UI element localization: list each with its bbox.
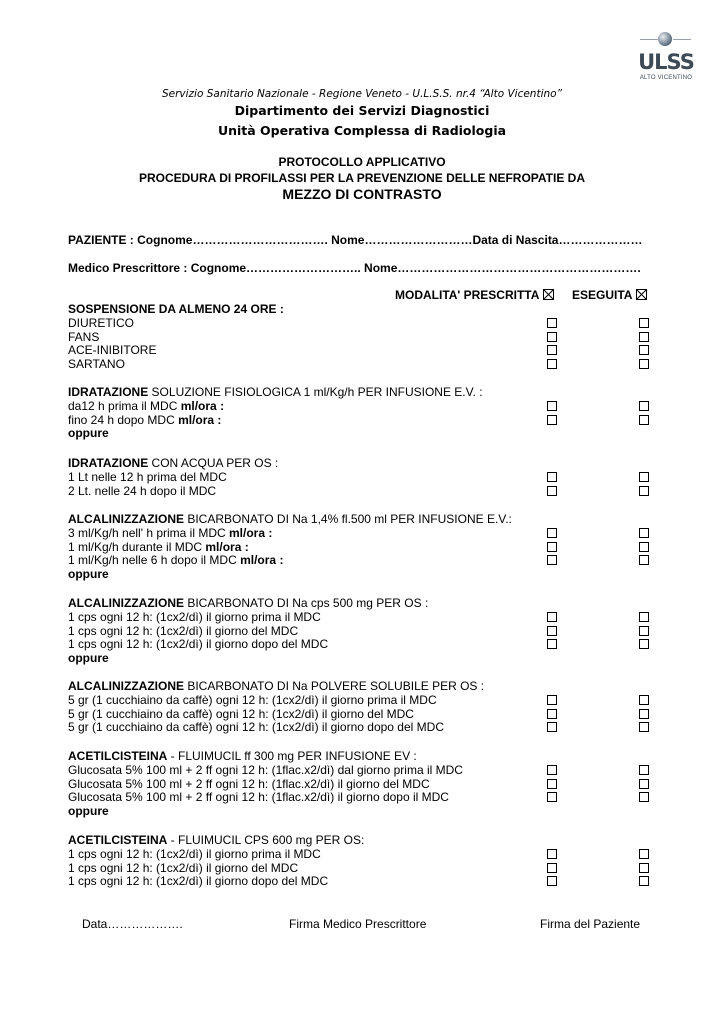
protocol-item-label xyxy=(68,316,134,330)
eseguita-checkbox[interactable] xyxy=(639,332,649,342)
ulss-logo xyxy=(636,30,696,92)
protocol-item-label xyxy=(68,399,224,413)
prescritta-checkbox[interactable] xyxy=(547,722,557,732)
protocol-item-unit: ml/ora : xyxy=(229,525,273,540)
section-heading-detail: BICARBONATO DI Na cps 500 mg PER OS : xyxy=(184,596,429,610)
protocol-item-text: Glucosata 5% 100 ml + 2 ff ogni 12 h: (1flac.x2/dì) il giorno del MDC xyxy=(68,776,430,791)
checked-box-icon xyxy=(636,289,647,300)
prescritta-checkbox[interactable] xyxy=(547,849,557,859)
title-procedure: PROCEDURA DI PROFILASSI PER LA PREVENZIONE DELLE NEFROPATIE DA xyxy=(138,171,586,185)
prescritta-checkbox[interactable] xyxy=(547,863,557,873)
prescritta-checkbox[interactable] xyxy=(547,542,557,552)
section-heading-detail: SOLUZIONE FISIOLOGICA 1 ml/Kg/h PER INFUSIONE E.V. : xyxy=(148,385,483,399)
eseguita-checkbox[interactable] xyxy=(639,415,649,425)
column-label-eseguita: ESEGUITA xyxy=(572,288,633,302)
title-protocol: PROTOCOLLO APPLICATIVO xyxy=(278,155,446,169)
section-heading xyxy=(68,679,484,693)
prescritta-checkbox[interactable] xyxy=(547,626,557,636)
protocol-item-text: 1 ml/Kg/h durante il MDC xyxy=(68,539,206,554)
protocol-item-label xyxy=(68,484,216,498)
prescritta-checkbox[interactable] xyxy=(547,401,557,411)
section-heading-detail: - FLUIMUCIL CPS 600 mg PER OS: xyxy=(167,833,365,847)
protocol-item-label xyxy=(68,470,227,484)
protocol-item-text: 1 cps ogni 12 h: (1cx2/dì) il giorno dopo del MDC xyxy=(68,637,329,652)
protocol-item-label xyxy=(68,526,272,540)
eseguita-checkbox[interactable] xyxy=(639,722,649,732)
doctor-signature-label: Firma Medico Prescrittore xyxy=(289,917,427,931)
prescritta-checkbox[interactable] xyxy=(547,486,557,496)
prescritta-checkbox[interactable] xyxy=(547,528,557,538)
protocol-item-label xyxy=(68,720,444,734)
protocol-item-label xyxy=(68,790,449,804)
protocol-item-unit: ml/ora : xyxy=(180,398,225,413)
eseguita-checkbox[interactable] xyxy=(639,765,649,775)
prescritta-checkbox[interactable] xyxy=(547,779,557,789)
oppure-label: oppure xyxy=(68,651,109,666)
header-authority: Servizio Sanitario Nazionale - Regione Veneto - U.L.S.S. nr.4 “Alto Vicentino” xyxy=(161,88,563,100)
protocol-item-text: FANS xyxy=(68,329,100,344)
logo-swoosh-right xyxy=(673,39,691,40)
prescritta-checkbox[interactable] xyxy=(547,345,557,355)
protocol-item-text: fino 24 h dopo MDC xyxy=(68,412,179,427)
oppure-label: oppure xyxy=(68,567,109,582)
section-heading xyxy=(68,833,364,847)
protocol-item-label xyxy=(68,357,125,371)
section-heading xyxy=(68,302,284,316)
eseguita-checkbox[interactable] xyxy=(639,863,649,873)
prescritta-checkbox[interactable] xyxy=(547,359,557,369)
eseguita-checkbox[interactable] xyxy=(639,345,649,355)
section-heading-keyword: IDRATAZIONE xyxy=(68,456,149,470)
eseguita-checkbox[interactable] xyxy=(639,542,649,552)
column-header-prescritta xyxy=(395,288,554,302)
prescritta-checkbox[interactable] xyxy=(547,332,557,342)
column-label-prescritta: MODALITA' PRESCRITTA xyxy=(395,288,540,302)
protocol-item-text: 2 Lt. nelle 24 h dopo il MDC xyxy=(68,483,217,498)
oppure-label: oppure xyxy=(68,804,109,819)
globe-icon xyxy=(658,32,672,46)
section-heading-detail: CON ACQUA PER OS : xyxy=(148,456,279,470)
eseguita-checkbox[interactable] xyxy=(639,709,649,719)
protocol-item-label xyxy=(68,874,328,888)
logo-subtitle: ALTO VICENTINO xyxy=(639,75,693,81)
prescritta-checkbox[interactable] xyxy=(547,612,557,622)
protocol-item-label xyxy=(68,413,221,427)
title-contrast: MEZZO DI CONTRASTO xyxy=(282,186,442,202)
protocol-item-label xyxy=(68,330,99,344)
eseguita-checkbox[interactable] xyxy=(639,626,649,636)
section-heading-keyword: ALCALINIZZAZIONE xyxy=(68,596,184,610)
protocol-item-label xyxy=(68,540,249,554)
prescritta-checkbox[interactable] xyxy=(547,639,557,649)
oppure-label: oppure xyxy=(68,426,109,441)
section-heading-keyword: ALCALINIZZAZIONE xyxy=(68,512,184,526)
protocol-item-text: SARTANO xyxy=(68,357,125,372)
protocol-item-text: 1 cps ogni 12 h: (1cx2/dì) il giorno prima il MDC xyxy=(68,846,321,861)
eseguita-checkbox[interactable] xyxy=(639,779,649,789)
eseguita-checkbox[interactable] xyxy=(639,318,649,328)
section-heading-keyword: ALCALINIZZAZIONE xyxy=(68,679,184,693)
eseguita-checkbox[interactable] xyxy=(639,528,649,538)
protocol-item-label xyxy=(68,777,430,791)
protocol-item-text: ACE-INIBITORE xyxy=(68,343,157,358)
date-field[interactable]: Data………………. xyxy=(82,917,183,931)
protocol-item-label xyxy=(68,343,156,357)
protocol-item-unit: ml/ora : xyxy=(240,553,284,568)
protocol-item-unit: ml/ora : xyxy=(205,539,249,554)
eseguita-checkbox[interactable] xyxy=(639,359,649,369)
protocol-item-text: DIURETICO xyxy=(68,315,134,330)
protocol-item-label xyxy=(68,624,298,638)
protocol-item-label xyxy=(68,610,321,624)
prescritta-checkbox[interactable] xyxy=(547,876,557,886)
protocol-item-text: 5 gr (1 cucchiaino da caffè) ogni 12 h: (1cx2/dì) il giorno del MDC xyxy=(68,706,414,721)
protocol-item-unit: ml/ora : xyxy=(178,412,222,427)
protocol-item-label xyxy=(68,637,328,651)
protocol-item-text: 1 cps ogni 12 h: (1cx2/dì) il giorno prima il MDC xyxy=(68,609,321,624)
prescritta-checkbox[interactable] xyxy=(547,695,557,705)
prescritta-checkbox[interactable] xyxy=(547,472,557,482)
eseguita-checkbox[interactable] xyxy=(639,486,649,496)
protocol-item-label xyxy=(68,847,321,861)
eseguita-checkbox[interactable] xyxy=(639,401,649,411)
logo-swoosh-left xyxy=(640,39,658,40)
section-heading xyxy=(68,512,512,526)
section-heading-keyword: ACETILCISTEINA xyxy=(68,833,168,847)
protocol-item-text: 1 cps ogni 12 h: (1cx2/dì) il giorno dopo del MDC xyxy=(68,874,329,889)
prescritta-checkbox[interactable] xyxy=(547,792,557,802)
protocol-item-label xyxy=(68,861,298,875)
section-heading xyxy=(68,385,483,399)
eseguita-checkbox[interactable] xyxy=(639,612,649,622)
section-heading-keyword: SOSPENSIONE DA ALMENO 24 ORE : xyxy=(68,302,284,316)
protocol-item-text: Glucosata 5% 100 ml + 2 ff ogni 12 h: (1flac.x2/dì) dal giorno prima il MDC xyxy=(68,762,463,777)
protocol-item-text: Glucosata 5% 100 ml + 2 ff ogni 12 h: (1flac.x2/dì) il giorno dopo il MDC xyxy=(68,790,449,805)
eseguita-checkbox[interactable] xyxy=(639,639,649,649)
protocol-item-text: 3 ml/Kg/h nell' h prima il MDC xyxy=(68,525,230,540)
header-unit: Unità Operativa Complessa di Radiologia xyxy=(217,123,507,138)
section-heading xyxy=(68,749,417,763)
eseguita-checkbox[interactable] xyxy=(639,876,649,886)
prescritta-checkbox[interactable] xyxy=(547,415,557,425)
checked-box-icon xyxy=(543,289,554,300)
protocol-item-label xyxy=(68,763,463,777)
logo-brand: ULSS xyxy=(638,50,694,74)
eseguita-checkbox[interactable] xyxy=(639,849,649,859)
protocol-item-label xyxy=(68,707,414,721)
protocol-item-text: da12 h prima il MDC xyxy=(68,398,181,413)
eseguita-checkbox[interactable] xyxy=(639,472,649,482)
protocol-item-label xyxy=(68,693,437,707)
patient-signature-label: Firma del Paziente xyxy=(540,917,641,931)
section-heading-detail: BICARBONATO DI Na 1,4% fl.500 ml PER INFUSIONE E.V.: xyxy=(184,512,512,526)
eseguita-checkbox[interactable] xyxy=(639,555,649,565)
protocol-item-text: 1 ml/Kg/h nelle 6 h dopo il MDC xyxy=(68,553,241,568)
section-heading xyxy=(68,596,428,610)
prescritta-checkbox[interactable] xyxy=(547,555,557,565)
protocol-item-text: 1 cps ogni 12 h: (1cx2/dì) il giorno del MDC xyxy=(68,623,299,638)
eseguita-checkbox[interactable] xyxy=(639,792,649,802)
protocol-item-text: 1 Lt nelle 12 h prima del MDC xyxy=(68,469,227,484)
prescritta-checkbox[interactable] xyxy=(547,318,557,328)
eseguita-checkbox[interactable] xyxy=(639,695,649,705)
prescritta-checkbox[interactable] xyxy=(547,709,557,719)
section-heading-detail: BICARBONATO DI Na POLVERE SOLUBILE PER OS : xyxy=(184,679,485,693)
protocol-item-text: 1 cps ogni 12 h: (1cx2/dì) il giorno del MDC xyxy=(68,860,299,875)
section-heading xyxy=(68,456,278,470)
column-header-eseguita xyxy=(572,288,647,302)
header-department: Dipartimento dei Servizi Diagnostici xyxy=(234,103,490,118)
prescritta-checkbox[interactable] xyxy=(547,765,557,775)
patient-field-line[interactable]: PAZIENTE : Cognome……………………………. Nome………………………Data di Nascita………………… xyxy=(68,233,643,247)
protocol-item-text: 5 gr (1 cucchiaino da caffè) ogni 12 h: (1cx2/dì) il giorno dopo del MDC xyxy=(68,720,444,735)
protocol-item-label xyxy=(68,553,283,567)
section-heading-keyword: IDRATAZIONE xyxy=(68,385,149,399)
section-heading-detail: - FLUIMUCIL ff 300 mg PER INFUSIONE EV : xyxy=(167,749,417,763)
section-heading-keyword: ACETILCISTEINA xyxy=(68,749,168,763)
protocol-item-text: 5 gr (1 cucchiaino da caffè) ogni 12 h: (1cx2/dì) il giorno prima il MDC xyxy=(68,692,437,707)
doctor-field-line[interactable]: Medico Prescrittore : Cognome……………………….. Nome……………………………………………………. xyxy=(68,261,641,275)
